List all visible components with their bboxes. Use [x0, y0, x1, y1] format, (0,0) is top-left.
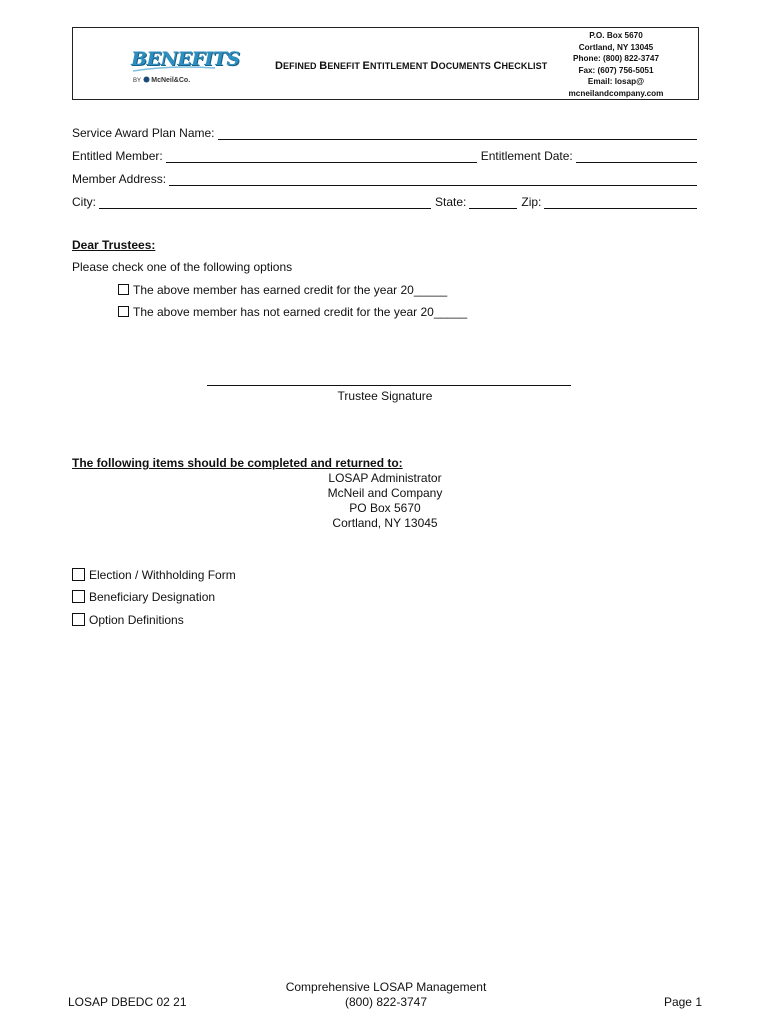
contact-line: Cortland, NY 13045: [578, 42, 654, 52]
return-address-line: McNeil and Company: [327, 486, 443, 500]
item-option-definitions: [72, 613, 184, 627]
item-election-form: [72, 568, 236, 582]
option-earned-label: The above member has earned credit for the year 20_____: [133, 283, 448, 297]
zip-field[interactable]: [544, 196, 697, 209]
document-title: DEFINED BENEFIT ENTITLEMENT DOCUMENTS CHECKLIST: [275, 60, 548, 72]
return-heading: The following items should be completed and returned to:: [72, 456, 403, 470]
item-beneficiary-designation: [72, 590, 215, 604]
trustee-signature-line[interactable]: [207, 385, 571, 386]
trustees-instruction: Please check one of the following options: [72, 260, 293, 274]
return-address-line: PO Box 5670: [349, 501, 421, 515]
return-address: [285, 471, 485, 531]
footer-center-line: (800) 822-3747: [344, 995, 428, 1009]
option-not-earned-label: The above member has not earned credit for the year 20_____: [133, 305, 468, 319]
contact-block: [555, 30, 677, 100]
contact-line: Fax: (607) 756-5051: [578, 65, 654, 75]
item-label: Election / Withholding Form: [89, 568, 236, 582]
benefits-logo: [131, 48, 240, 90]
item-label: Beneficiary Designation: [89, 590, 216, 604]
logo-wordmark: BENEFITS: [131, 48, 240, 70]
footer-center-line: Comprehensive LOSAP Management: [285, 980, 487, 994]
entitlement-date-field[interactable]: [576, 150, 697, 163]
city-field[interactable]: [99, 196, 431, 209]
member-label: Entitled Member:: [72, 149, 163, 163]
contact-line: mcneilandcompany.com: [568, 88, 664, 98]
member-field[interactable]: [166, 150, 477, 163]
plan-name-field[interactable]: [218, 127, 697, 140]
return-address-line: Cortland, NY 13045: [332, 516, 438, 530]
contact-line: P.O. Box 5670: [589, 31, 643, 40]
address-row: [72, 170, 697, 186]
trustees-heading: Dear Trustees:: [72, 238, 156, 252]
earned-checkbox[interactable]: [118, 284, 129, 295]
beneficiary-checkbox[interactable]: [72, 590, 85, 603]
logo-byline: [133, 76, 190, 84]
mcneil-mark-icon: [143, 76, 150, 83]
footer-center: [236, 980, 536, 1010]
footer-form-code: LOSAP DBEDC 02 21: [68, 995, 187, 1009]
address-label: Member Address:: [72, 172, 167, 186]
zip-label: Zip:: [521, 195, 542, 209]
city-row: [72, 193, 697, 209]
logo-swoosh-icon: [131, 65, 217, 73]
logo-by-text: BY: [133, 78, 141, 84]
trustee-signature-label: Trustee Signature: [337, 389, 433, 403]
state-field[interactable]: [469, 196, 517, 209]
return-address-line: LOSAP Administrator: [328, 471, 442, 485]
option-definitions-checkbox[interactable]: [72, 613, 85, 626]
state-label: State:: [435, 195, 467, 209]
option-not-earned: [118, 305, 467, 319]
address-field[interactable]: [169, 173, 697, 186]
city-label: City:: [72, 195, 96, 209]
plan-name-row: [72, 124, 697, 140]
entitlement-date-label: Entitlement Date:: [480, 149, 573, 163]
logo-brand: McNeil&Co.: [151, 77, 191, 84]
not-earned-checkbox[interactable]: [118, 306, 129, 317]
footer-page-number: Page 1: [663, 995, 702, 1009]
header-box: [72, 27, 699, 100]
contact-line: Phone: (800) 822-3747: [572, 54, 659, 64]
plan-name-label: Service Award Plan Name:: [72, 126, 215, 140]
member-row: [72, 147, 697, 163]
contact-line: Email: losap@: [587, 77, 645, 87]
item-label: Option Definitions: [89, 613, 184, 627]
election-form-checkbox[interactable]: [72, 568, 85, 581]
option-earned: [118, 283, 447, 297]
